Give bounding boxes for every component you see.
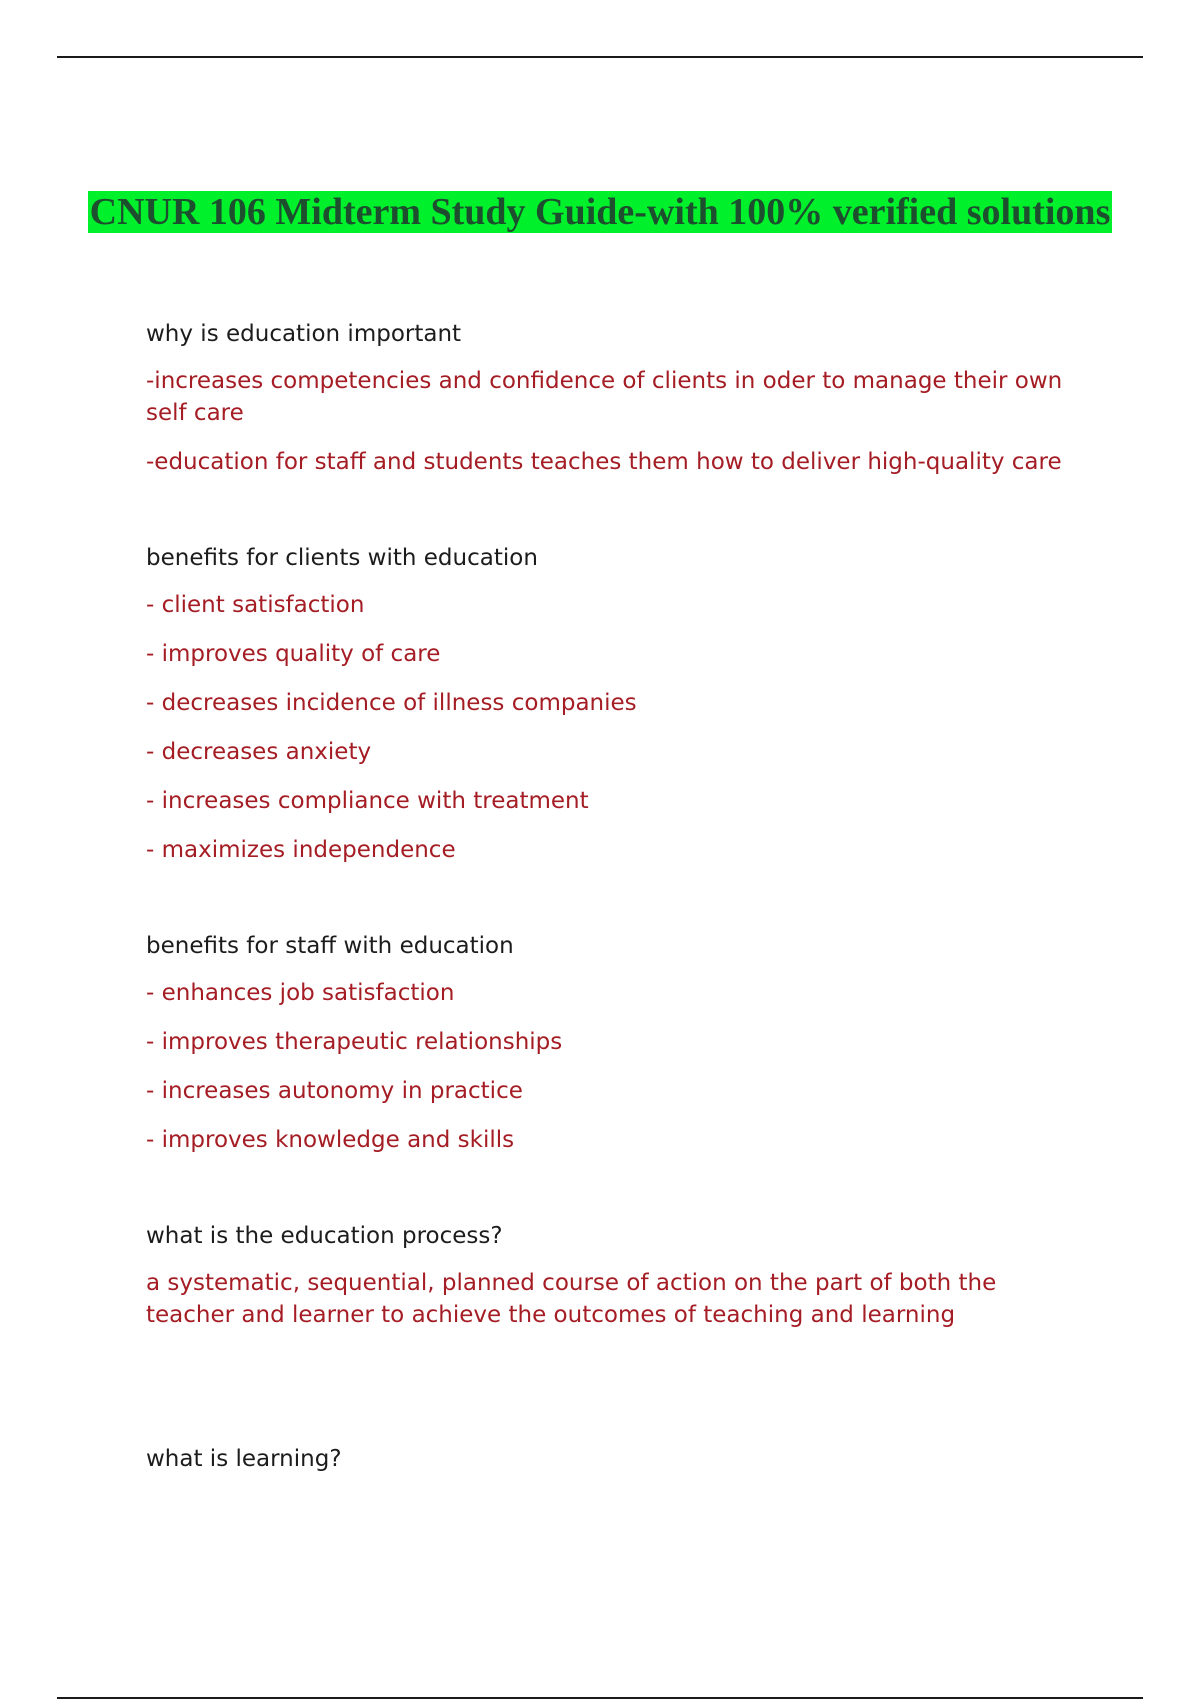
bottom-divider — [57, 1697, 1143, 1699]
answer: - improves quality of care — [146, 641, 441, 667]
section-spacer — [146, 1348, 1066, 1443]
answer: - increases compliance with treatment — [146, 788, 589, 814]
section-spacer — [146, 495, 1066, 542]
section-spacer — [146, 883, 1066, 930]
answer: -education for staff and students teaches them how to deliver high-quality care — [146, 449, 1062, 475]
question: what is the education process? — [146, 1223, 503, 1249]
answer: - maximizes independence — [146, 837, 456, 863]
section-benefits-clients — [146, 542, 1066, 866]
study-guide-content — [146, 318, 1066, 1490]
answer: - improves knowledge and skills — [146, 1127, 515, 1153]
section-what-is-learning — [146, 1443, 1066, 1475]
answer: - decreases anxiety — [146, 739, 372, 765]
answer: - enhances job satisfaction — [146, 980, 455, 1006]
question: what is learning? — [146, 1446, 342, 1472]
section-why-education-important — [146, 318, 1066, 478]
question: why is education important — [146, 321, 462, 347]
top-divider — [57, 56, 1143, 58]
answer: - decreases incidence of illness companies — [146, 690, 637, 716]
answer: - client satisfaction — [146, 592, 365, 618]
answer: - improves therapeutic relationships — [146, 1029, 563, 1055]
section-spacer — [146, 1173, 1066, 1220]
section-benefits-staff — [146, 930, 1066, 1156]
document-title — [0, 190, 1200, 234]
answer: a systematic, sequential, planned course of action on the part of both the teacher and learner to achieve the outcomes of teaching and learning — [146, 1270, 997, 1328]
section-education-process — [146, 1220, 1066, 1331]
question: benefits for staff with education — [146, 933, 514, 959]
answer: - increases autonomy in practice — [146, 1078, 523, 1104]
document-title-text: CNUR 106 Midterm Study Guide-with 100% verified solutions — [89, 191, 1111, 233]
question: benefits for clients with education — [146, 545, 538, 571]
answer: -increases competencies and confidence of clients in oder to manage their own self care — [146, 368, 1063, 426]
